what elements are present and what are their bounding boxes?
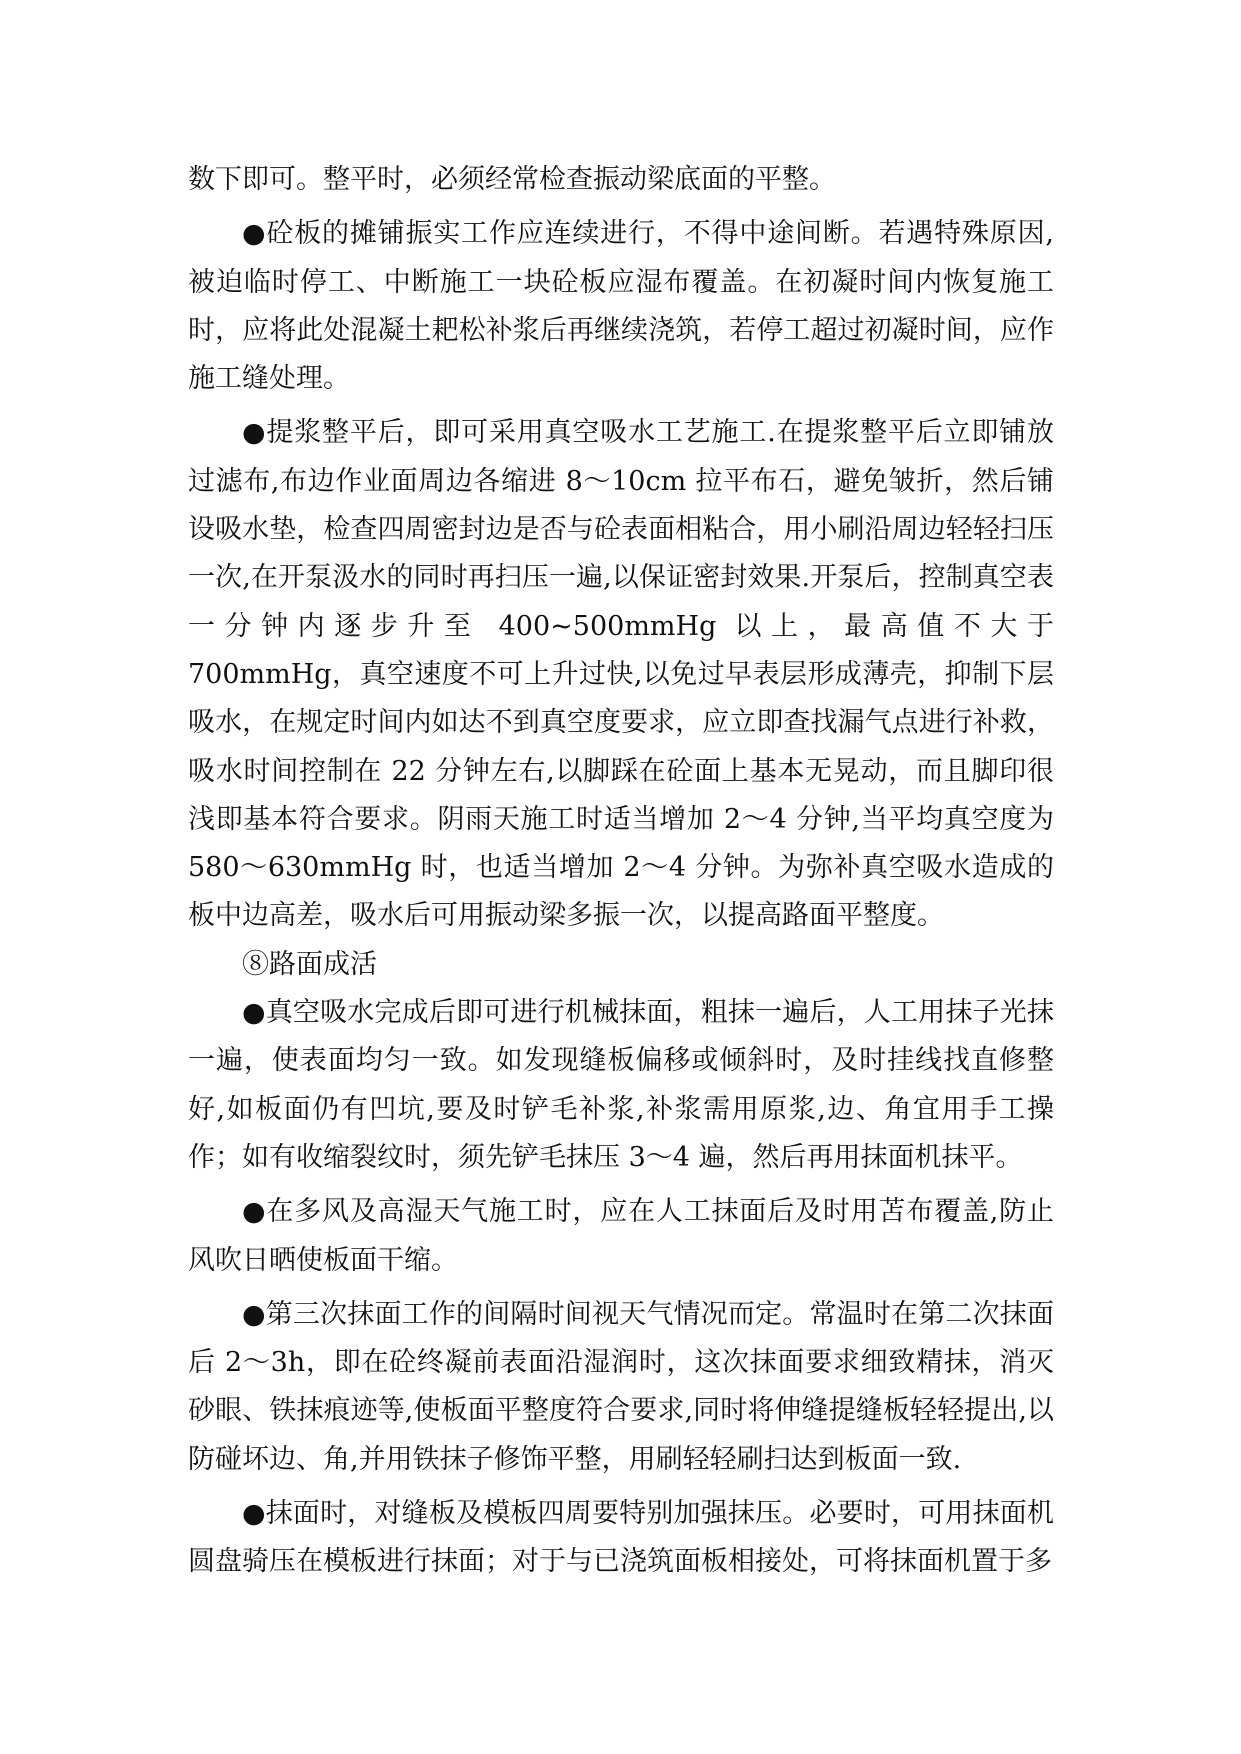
paragraph-windy-weather: ●在多风及高湿天气施工时，应在人工抹面后及时用苫布覆盖,防止风吹日晒使板面干缩。 (188, 1196, 1054, 1276)
paragraph-mechanical-troweling: ●真空吸水完成后即可进行机械抹面，粗抹一遍后，人工用抹子光抹一遍，使表面均匀一致。如发现缝板偏移或倾斜时，及时挂线找直修整好,如板面仍有凹坑,要及时铲毛补浆,补浆需用原浆,边、角宜用手工操作；如有收缩裂纹时，须先铲毛抹压 3～4 遍，然后再用抹面机抹平。 (188, 997, 1054, 1173)
paragraph-third-troweling: ●第三次抹面工作的间隔时间视天气情况而定。常温时在第二次抹面后 2～3h，即在砼终凝前表面沿湿润时，这次抹面要求细致精抹，消灭砂眼、铁抹痕迹等,使板面平整度符合要求,同时将伸缝提缝板轻轻提出,以防碰坏边、角,并用铁抹子修饰平整，用刷轻轻刷扫达到板面一致. (188, 1298, 1054, 1475)
paragraph-vacuum-dewatering: ●提浆整平后，即可采用真空吸水工艺施工.在提浆整平后立即铺放过滤布,布边作业面周边各缩进 8～10cm 拉平布石，避免皱折，然后铺设吸水垫，检查四周密封边是否与砼表面相粘合，用小刷沿周边轻轻扫压一次,在开泵汲水的同时再扫压一遍,以保证密封效果.开泵后，控制真空表一分钟内逐步升至 400~500mmHg 以上，最高值不大于 700mmHg，真空速度不可上升过快,以免过早表层形成薄壳，抑制下层吸水，在规定时间内如达不到真空度要求，应立即查找漏气点进行补救，吸水时间控制在 22 分钟左右,以脚踩在砼面上基本无晃动，而且脚印很浅即基本符合要求。阴雨天施工时适当增加 2～4 分钟,当平均真空度为 580～630mmHg 时，也适当增加 2～4 分钟。为弥补真空吸水造成的板中边高差，吸水后可用振动梁多振一次，以提高路面平整度。 (188, 417, 1054, 932)
paragraph-continuation: 数下即可。整平时，必须经常检查振动梁底面的平整。 (188, 164, 836, 195)
section-heading-pavement-finishing: ⑧路面成活 (242, 948, 377, 980)
document-body (188, 156, 1054, 1587)
paragraph-slab-continuous-work: ●砼板的摊铺振实工作应连续进行，不得中途间断。若遇特殊原因,被迫临时停工、中断施工一块砼板应湿布覆盖。在初凝时间内恢复施工时，应将此处混凝土耙松补浆后再继续浇筑，若停工超过初凝时间，应作施工缝处理。 (188, 218, 1054, 395)
paragraph-troweling-edges: ●抹面时，对缝板及模板四周要特别加强抹压。必要时，可用抹面机圆盘骑压在模板进行抹面；对于与已浇筑面板相接处，可将抹面机置于多 (188, 1498, 1054, 1578)
